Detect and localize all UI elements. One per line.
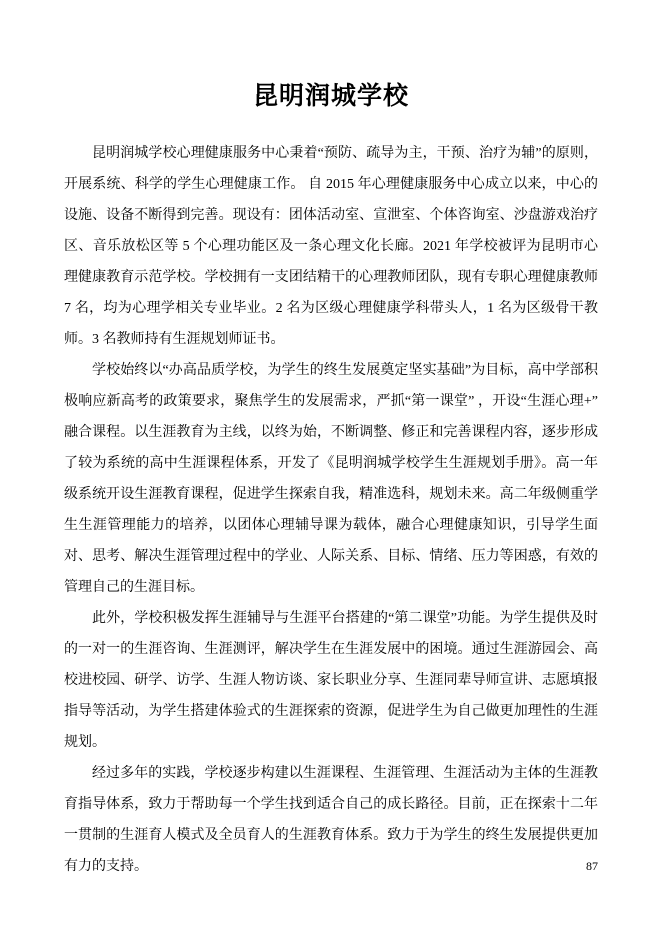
page-title: 昆明润城学校 [252,82,409,110]
document-body [64,138,598,882]
paragraph-3: 此外，学校积极发挥生涯辅导与生涯平台搭建的“第二课堂”功能。为学生提供及时的一对一的生涯咨询、生涯测评，解决学生在生涯发展中的困境。通过生涯游园会、高校进校园、研学、访学、生涯人物访谈、家长职业分享、生涯同辈导师宣讲、志愿填报指导等活动，为学生搭建体验式的生涯探索的资源，促进学生为自己做更加理性的生涯规划。 [64,611,598,750]
paragraph-4: 经过多年的实践，学校逐步构建以生涯课程、生涯管理、生涯活动为主体的生涯教育指导体系，致力于帮助每一个学生找到适合自己的成长路径。目前，正在探索十二年一贯制的生涯育人模式及全员育人的生涯教育体系。致力于为学生的终生发展提供更加有力的支持。 [64,766,598,874]
page-number: 87 [586,859,598,873]
paragraph-2: 学校始终以“办高品质学校，为学生的终生发展奠定坚实基础”为目标，高中学部积极响应新高考的政策要求，聚焦学生的发展需求，严抓“第一课堂” ，开设“生涯心理+”融合课程。以生涯教育为主线，以终为始，不断调整、修正和完善课程内容，逐步形成了较为系统的高中生涯课程体系，开发了《昆明润城学校学生生涯规划手册》。高一年级系统开设生涯教育课程，促进学生探索自我，精准选科，规划未来。高二年级侧重学生生涯管理能力的培养，以团体心理辅导课为载体，融合心理健康知识，引导学生面对、思考、解决生涯管理过程中的学业、人际关系、目标、情绪、压力等困惑，有效的管理自己的生涯目标。 [64,363,598,595]
paragraph-1: 昆明润城学校心理健康服务中心秉着“预防、疏导为主，干预、治疗为辅”的原则，开展系统、科学的学生心理健康工作。 自 2015 年心理健康服务中心成立以来，中心的设施、设备不断得到完善。现设有：团体活动室、宣泄室、个体咨询室、沙盘游戏治疗区、音乐放松区等 5 个心理功能区及一条心理文化长廊。2021 年学校被评为昆明市心理健康教育示范学校。学校拥有一支团结精干的心理教师团队，现有专职心理健康教师 7 名，均为心理学相关专业毕业。2 名为区级心理健康学科带头人，1 名为区级骨干教师。3 名教师持有生涯规划师证书。 [64,146,598,347]
